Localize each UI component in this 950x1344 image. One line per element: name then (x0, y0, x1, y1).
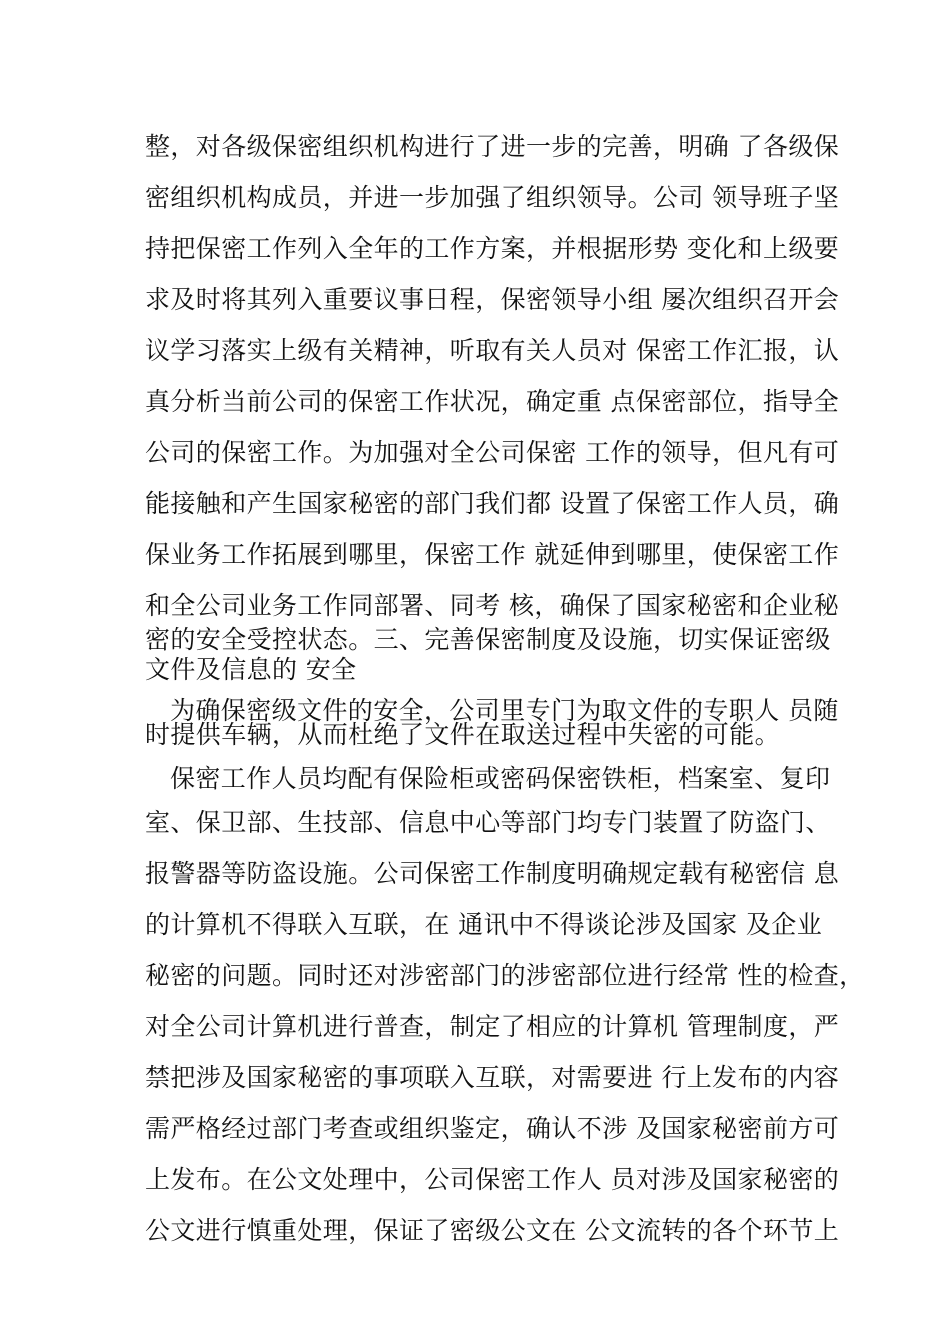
paragraph-first-line: 保密工作人员均配有保险柜或密码保密铁柜，档案室、复印 (170, 764, 831, 793)
text-line: 公文进行慎重处理，保证了密级公文在 公文流转的各个环节上 (145, 1216, 840, 1245)
text-line: 公司的保密工作。为加强对全公司保密 工作的领导，但凡有可 (145, 438, 840, 467)
section-heading-line: 文件及信息的 安全 (145, 655, 357, 684)
text-line: 持把保密工作列入全年的工作方案，并根据形势 变化和上级要 (145, 234, 840, 263)
paragraph-first-line: 为确保密级文件的安全，公司里专门为取文件的专职人 员随 (170, 696, 839, 725)
text-line: 能接触和产生国家秘密的部门我们都 设置了保密工作人员，确 (145, 489, 840, 518)
text-line: 报警器等防盗设施。公司保密工作制度明确规定载有秘密信 息 (145, 859, 840, 888)
text-line: 议学习落实上级有关精神，听取有关人员对 保密工作汇报，认 (145, 336, 840, 365)
text-line: 和全公司业务工作同部署、同考 核，确保了国家秘密和企业秘 (145, 591, 840, 620)
text-line: 的计算机不得联入互联，在 通讯中不得谈论涉及国家 及企业 (145, 910, 823, 939)
text-line: 保业务工作拓展到哪里，保密工作 就延伸到哪里，使保密工作 (145, 540, 840, 569)
section-heading-line: 密的安全受控状态。三、完善保密制度及设施，切实保证密级 (145, 625, 831, 654)
text-line: 对全公司计算机进行普查，制定了相应的计算机 管理制度，严 (145, 1012, 840, 1041)
text-line: 室、保卫部、生技部、信息中心等部门均专门装置了防盗门、 (145, 808, 831, 837)
text-line: 禁把涉及国家秘密的事项联入互联，对需要进 行上发布的内容 (145, 1063, 840, 1092)
text-line: 上发布。在公文处理中，公司保密工作人 员对涉及国家秘密的 (145, 1165, 840, 1194)
text-line: 求及时将其列入重要议事日程，保密领导小组 屡次组织召开会 (145, 285, 840, 314)
text-line: 密组织机构成员，并进一步加强了组织领导。公司 领导班子坚 (145, 183, 840, 212)
text-line: 整，对各级保密组织机构进行了进一步的完善，明确 了各级保 (145, 132, 840, 161)
text-line: 时提供车辆，从而杜绝了文件在取送过程中失密的可能。 (145, 720, 781, 749)
text-line: 秘密的问题。同时还对涉密部门的涉密部位进行经常 性的检查， (145, 961, 865, 990)
text-line: 真分析当前公司的保密工作状况，确定重 点保密部位，指导全 (145, 387, 840, 416)
text-line: 需严格经过部门考查或组织鉴定，确认不涉 及国家秘密前方可 (145, 1114, 840, 1143)
